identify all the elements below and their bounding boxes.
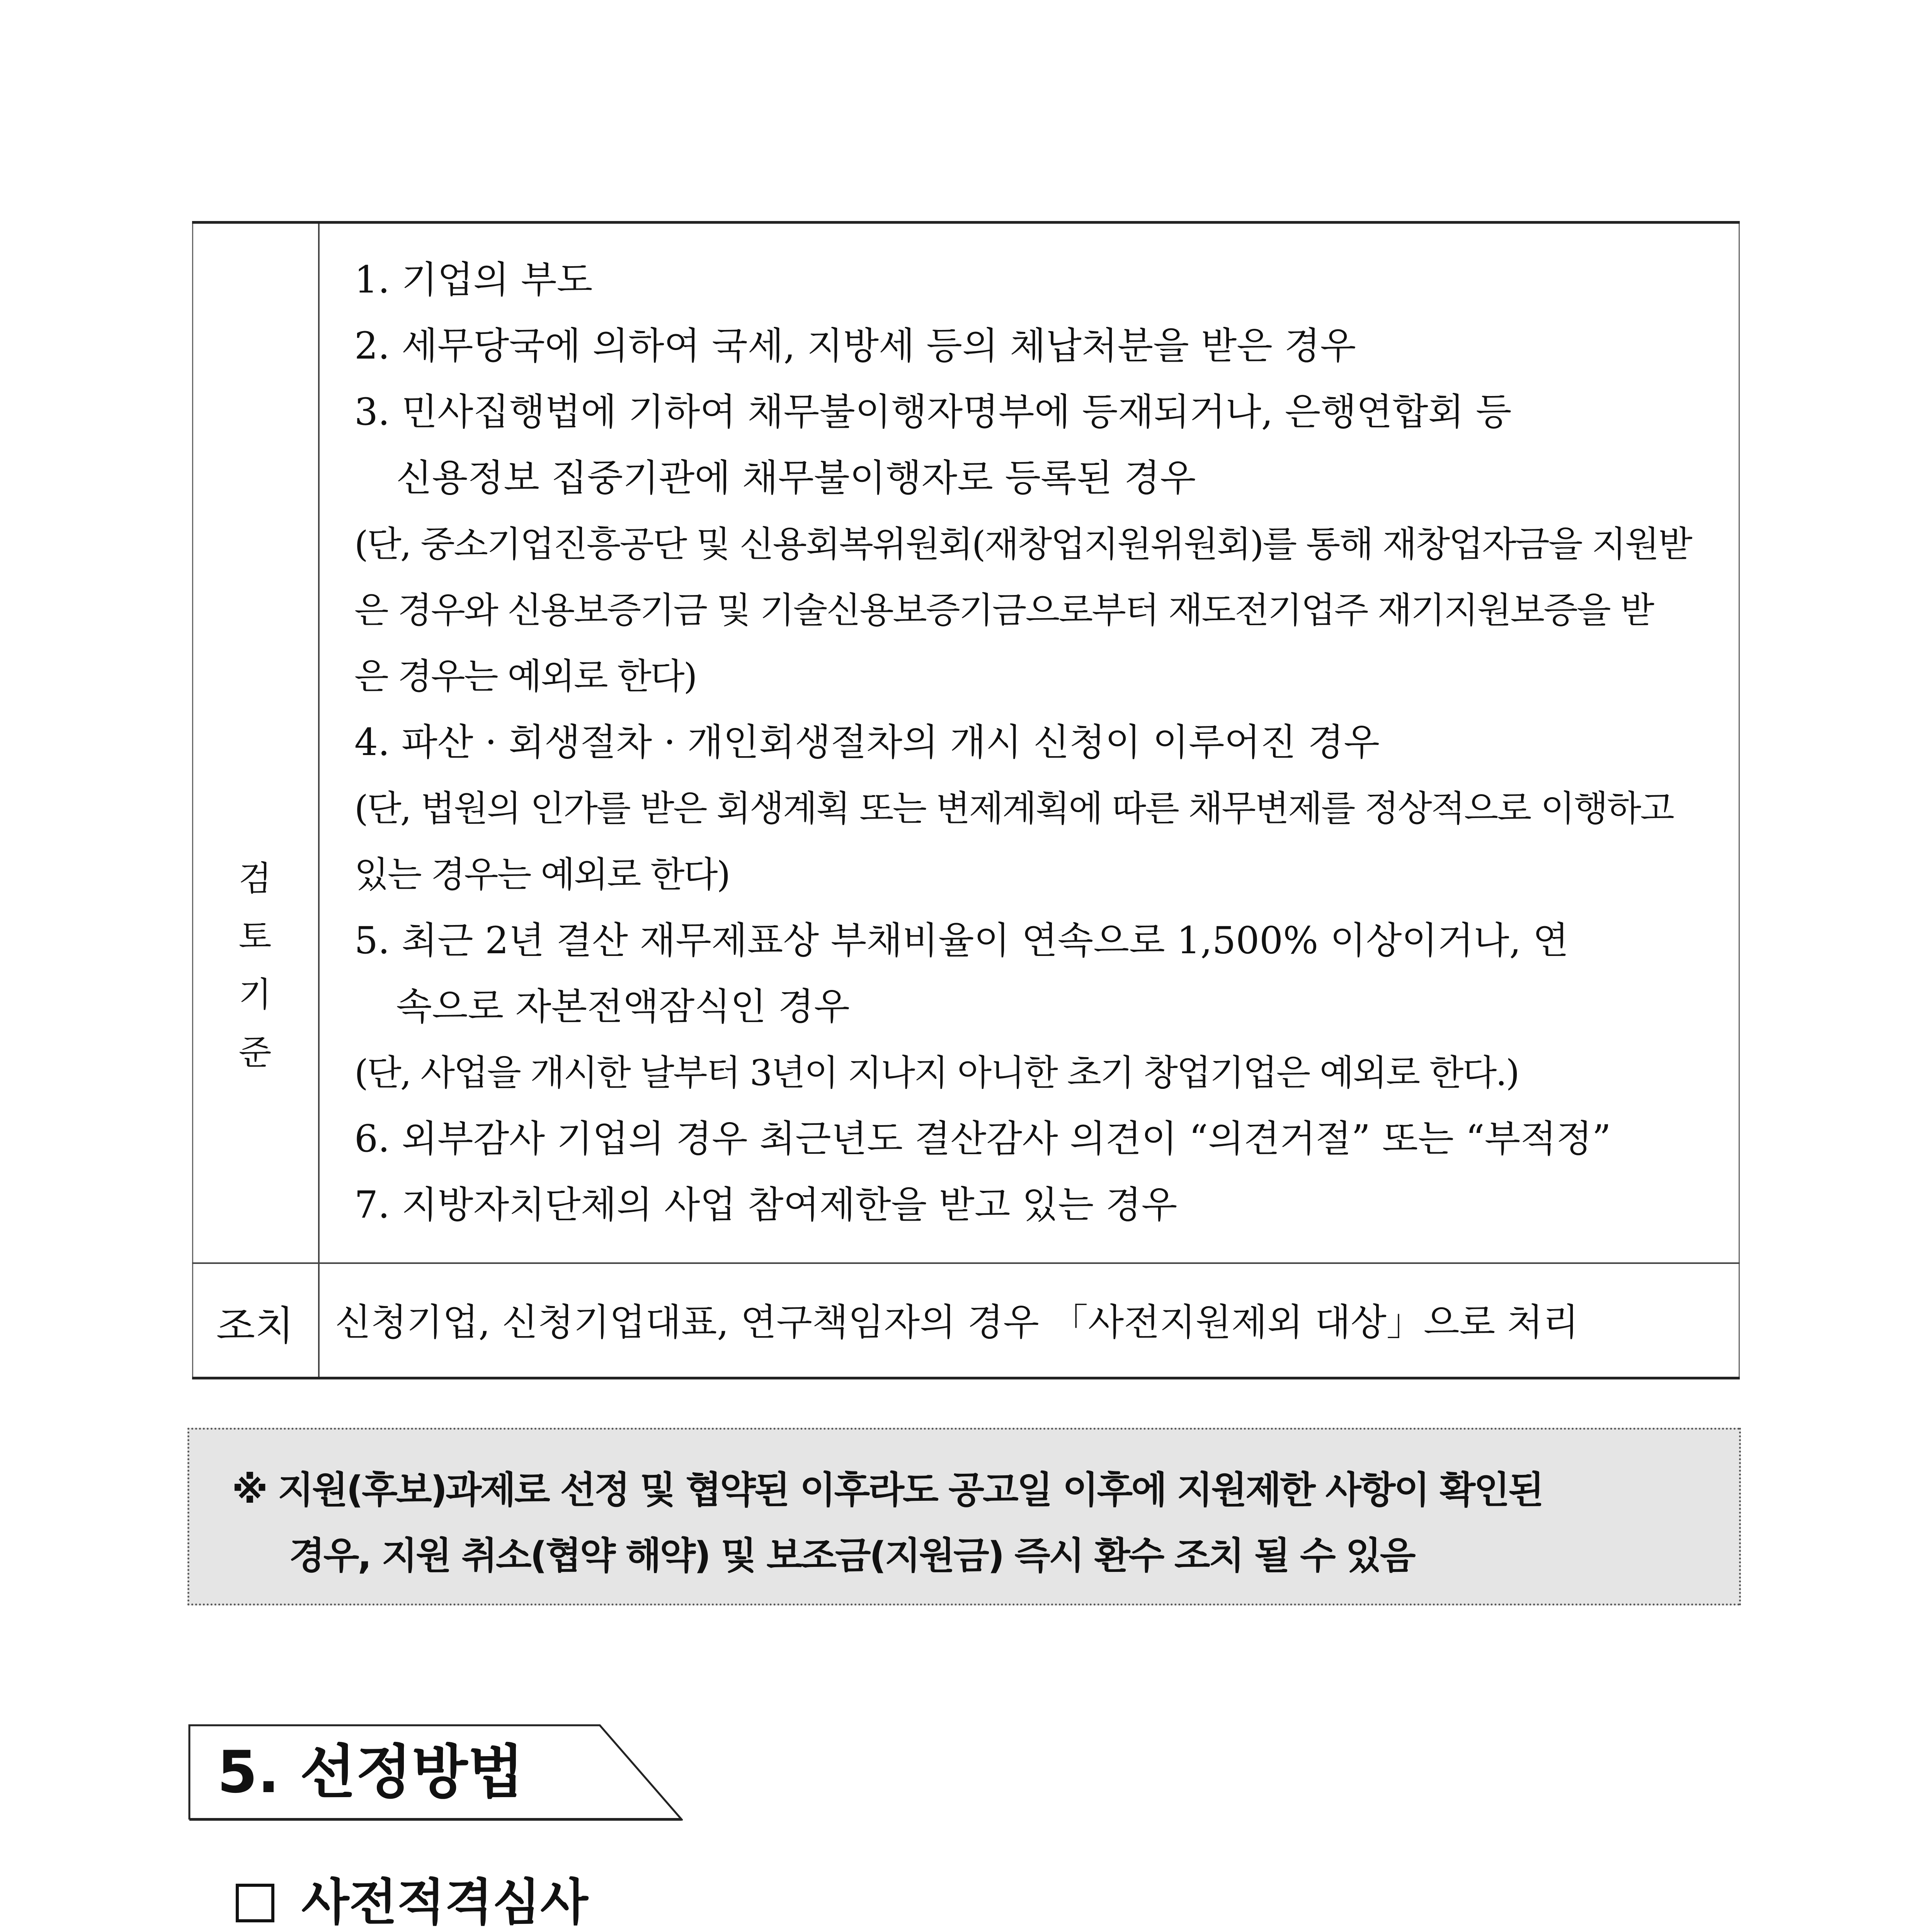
action-label: 조치	[216, 1302, 294, 1349]
criteria-label-char: 준	[238, 1032, 272, 1072]
criteria-item: 7. 지방자치단체의 사업 참여제한을 받고 있는 경우	[354, 1183, 1178, 1226]
notice-box	[187, 1428, 1741, 1605]
criteria-item: 2. 세무당국에 의하여 국세, 지방세 등의 체납처분을 받은 경우	[354, 324, 1356, 367]
criteria-item-continuation: 신용정보 집중기관에 채무불이행자로 등록된 경우	[396, 456, 1196, 500]
section-heading	[188, 1724, 683, 1821]
section-title: 5. 선정방법	[217, 1739, 524, 1806]
criteria-item: 6. 외부감사 기업의 경우 최근년도 결산감사 의견이 “의견거절” 또는 “부적정”	[354, 1117, 1611, 1160]
criteria-item: 4. 파산 · 회생절차 · 개인회생절차의 개시 신청이 이루어진 경우	[354, 721, 1380, 764]
criteria-exception: 있는 경우는 예외로 한다)	[354, 854, 730, 895]
criteria-label-char: 기	[238, 975, 272, 1014]
criteria-exception: 은 경우는 예외로 한다)	[354, 656, 696, 697]
criteria-list	[354, 247, 1713, 1238]
criteria-label-char: 검	[238, 859, 272, 898]
criteria-item-continuation: 속으로 자본전액잠식인 경우	[396, 985, 850, 1028]
subsection-heading	[236, 1862, 588, 1932]
criteria-item: 3. 민사집행법에 기하여 채무불이행자명부에 등재되거나, 은행연합회 등	[354, 390, 1512, 434]
criteria-exception: (단, 사업을 개시한 날부터 3년이 지나지 아니한 초기 창업기업은 예외로 한다.)	[354, 1052, 1519, 1094]
criteria-item: 5. 최근 2년 결산 재무제표상 부채비율이 연속으로 1,500% 이상이거나, 연	[354, 919, 1569, 962]
checkbox-icon	[236, 1884, 274, 1922]
notice-line: 경우, 지원 취소(협약 해약) 및 보조금(지원금) 즉시 환수 조치 될 수 있음	[289, 1534, 1414, 1577]
criteria-exception: 은 경우와 신용보증기금 및 기술신용보증기금으로부터 재도전기업주 재기지원보증을 받	[354, 590, 1653, 631]
review-criteria-table	[192, 221, 1740, 1379]
subsection-title: 사전적격심사	[301, 1874, 588, 1931]
notice-line: ※ 지원(후보)과제로 선정 및 협약된 이후라도 공고일 이후에 지원제한 사항이 확인된	[232, 1468, 1543, 1512]
criteria-exception: (단, 법원의 인가를 받은 회생계획 또는 변제계획에 따른 채무변제를 정상적으로 이행하고	[354, 788, 1673, 829]
action-text: 신청기업, 신청기업대표, 연구책임자의 경우 「사전지원제외 대상」으로 처리	[335, 1301, 1579, 1344]
criteria-item: 1. 기업의 부도	[354, 258, 593, 301]
criteria-label	[192, 850, 318, 1082]
criteria-exception: (단, 중소기업진흥공단 및 신용회복위원회(재창업지원위원회)를 통해 재창업자금을 지원받	[354, 524, 1691, 565]
criteria-label-char: 토	[238, 917, 272, 956]
